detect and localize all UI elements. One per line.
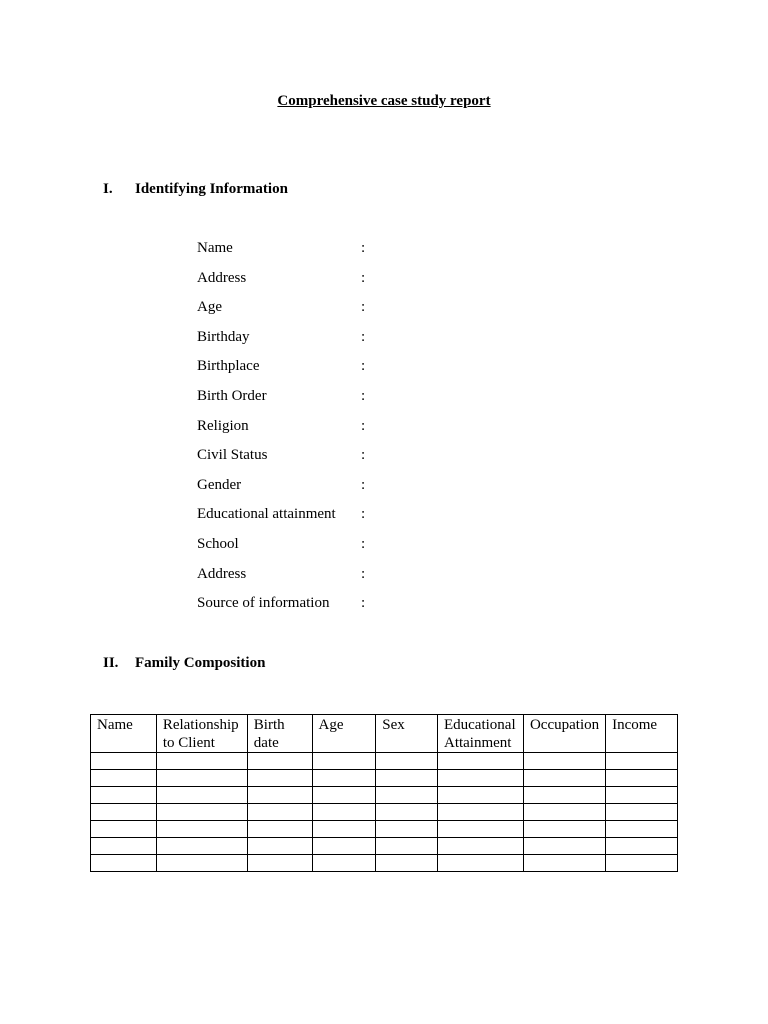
table-cell[interactable] xyxy=(606,787,678,804)
field-label: Address xyxy=(197,269,247,286)
column-header-birth-date xyxy=(247,715,312,753)
column-header-relationship xyxy=(156,715,247,753)
field-colon: : xyxy=(361,299,366,316)
header-line: Educational xyxy=(443,717,516,733)
table-cell[interactable] xyxy=(91,804,157,821)
table-cell[interactable] xyxy=(376,753,438,770)
table-cell[interactable] xyxy=(437,838,523,855)
field-colon: : xyxy=(361,387,366,404)
table-cell[interactable] xyxy=(523,787,605,804)
table-cell[interactable] xyxy=(523,753,605,770)
field-colon: : xyxy=(361,358,366,375)
field-label: Gender xyxy=(197,476,242,493)
column-header-name xyxy=(91,715,157,753)
table-row xyxy=(91,804,678,821)
field-label: Religion xyxy=(197,417,249,434)
table-cell[interactable] xyxy=(91,855,157,872)
table-cell[interactable] xyxy=(91,787,157,804)
table-cell[interactable] xyxy=(156,753,247,770)
field-colon: : xyxy=(361,417,366,434)
column-header-occupation xyxy=(523,715,605,753)
table-row xyxy=(91,770,678,787)
table-cell[interactable] xyxy=(606,770,678,787)
section-heading-identifying-information xyxy=(103,181,288,198)
table-cell[interactable] xyxy=(312,753,376,770)
field-label: Source of information xyxy=(197,595,330,612)
field-colon: : xyxy=(361,476,366,493)
table-cell[interactable] xyxy=(91,838,157,855)
table-cell[interactable] xyxy=(437,787,523,804)
table-cell[interactable] xyxy=(312,821,376,838)
field-label: Birthday xyxy=(197,328,250,345)
table-row xyxy=(91,821,678,838)
column-header-age xyxy=(312,715,376,753)
table-cell[interactable] xyxy=(91,753,157,770)
table-cell[interactable] xyxy=(606,855,678,872)
header-line: Age xyxy=(318,717,344,733)
section-title: Identifying Information xyxy=(135,181,288,197)
table-cell[interactable] xyxy=(523,770,605,787)
field-colon: : xyxy=(361,240,366,256)
table-cell[interactable] xyxy=(376,787,438,804)
table-cell[interactable] xyxy=(156,804,247,821)
table-cell[interactable] xyxy=(312,804,376,821)
field-label: Educational attainment xyxy=(197,506,336,523)
table-cell[interactable] xyxy=(91,821,157,838)
section-number: I. xyxy=(103,181,113,197)
table-cell[interactable] xyxy=(156,855,247,872)
table-cell[interactable] xyxy=(606,821,678,838)
table-cell[interactable] xyxy=(312,770,376,787)
header-line: Attainment xyxy=(443,735,512,751)
header-line: date xyxy=(253,735,279,751)
field-label: Birthplace xyxy=(197,358,260,375)
table-cell[interactable] xyxy=(437,770,523,787)
table-cell[interactable] xyxy=(156,821,247,838)
table-cell[interactable] xyxy=(523,838,605,855)
column-header-educational-attainment xyxy=(437,715,523,753)
document-title: Comprehensive case study report xyxy=(277,93,491,109)
table-cell[interactable] xyxy=(523,821,605,838)
header-line: Relationship xyxy=(162,717,239,733)
table-cell[interactable] xyxy=(247,855,312,872)
table-row xyxy=(91,787,678,804)
field-colon: : xyxy=(361,506,366,523)
table-cell[interactable] xyxy=(247,753,312,770)
table-cell[interactable] xyxy=(376,838,438,855)
table-cell[interactable] xyxy=(91,770,157,787)
table-header-row xyxy=(91,715,678,753)
table-cell[interactable] xyxy=(437,753,523,770)
section-title: Family Composition xyxy=(135,655,266,671)
table-cell[interactable] xyxy=(247,838,312,855)
field-colon: : xyxy=(361,595,366,612)
table-cell[interactable] xyxy=(437,821,523,838)
table-cell[interactable] xyxy=(312,787,376,804)
column-header-income xyxy=(606,715,678,753)
table-cell[interactable] xyxy=(376,821,438,838)
header-line: Occupation xyxy=(529,717,600,733)
table-cell[interactable] xyxy=(606,804,678,821)
header-line: Name xyxy=(97,717,133,733)
field-label: Age xyxy=(197,299,222,316)
field-label: Address xyxy=(197,565,247,582)
table-cell[interactable] xyxy=(437,855,523,872)
column-header-sex xyxy=(376,715,438,753)
field-label: Birth Order xyxy=(197,387,267,404)
field-colon: : xyxy=(361,328,366,345)
field-label: Civil Status xyxy=(197,447,268,464)
field-colon: : xyxy=(361,269,366,286)
table-row xyxy=(91,838,678,855)
table-cell[interactable] xyxy=(606,753,678,770)
table-cell[interactable] xyxy=(437,804,523,821)
table-cell[interactable] xyxy=(312,838,376,855)
section-number: II. xyxy=(103,655,119,671)
field-label: School xyxy=(197,535,239,552)
field-label: Name xyxy=(197,240,233,256)
header-line: to Client xyxy=(162,735,215,751)
table-cell[interactable] xyxy=(156,838,247,855)
table-cell[interactable] xyxy=(247,804,312,821)
field-colon: : xyxy=(361,535,366,552)
table-cell[interactable] xyxy=(376,804,438,821)
header-line: Sex xyxy=(382,717,405,733)
table-row xyxy=(91,753,678,770)
table-cell[interactable] xyxy=(247,821,312,838)
table-cell[interactable] xyxy=(156,770,247,787)
table-cell[interactable] xyxy=(523,804,605,821)
table-row xyxy=(91,855,678,872)
table-cell[interactable] xyxy=(247,787,312,804)
header-line: Income xyxy=(612,717,658,733)
header-line: Birth xyxy=(253,717,285,733)
section-heading-family-composition xyxy=(103,655,265,672)
field-colon: : xyxy=(361,565,366,582)
table-cell[interactable] xyxy=(156,787,247,804)
table-cell[interactable] xyxy=(312,855,376,872)
table-cell[interactable] xyxy=(376,770,438,787)
field-colon: : xyxy=(361,447,366,464)
table-cell[interactable] xyxy=(606,838,678,855)
table-cell[interactable] xyxy=(376,855,438,872)
table-cell[interactable] xyxy=(247,770,312,787)
table-cell[interactable] xyxy=(523,855,605,872)
family-composition-table xyxy=(90,714,678,872)
